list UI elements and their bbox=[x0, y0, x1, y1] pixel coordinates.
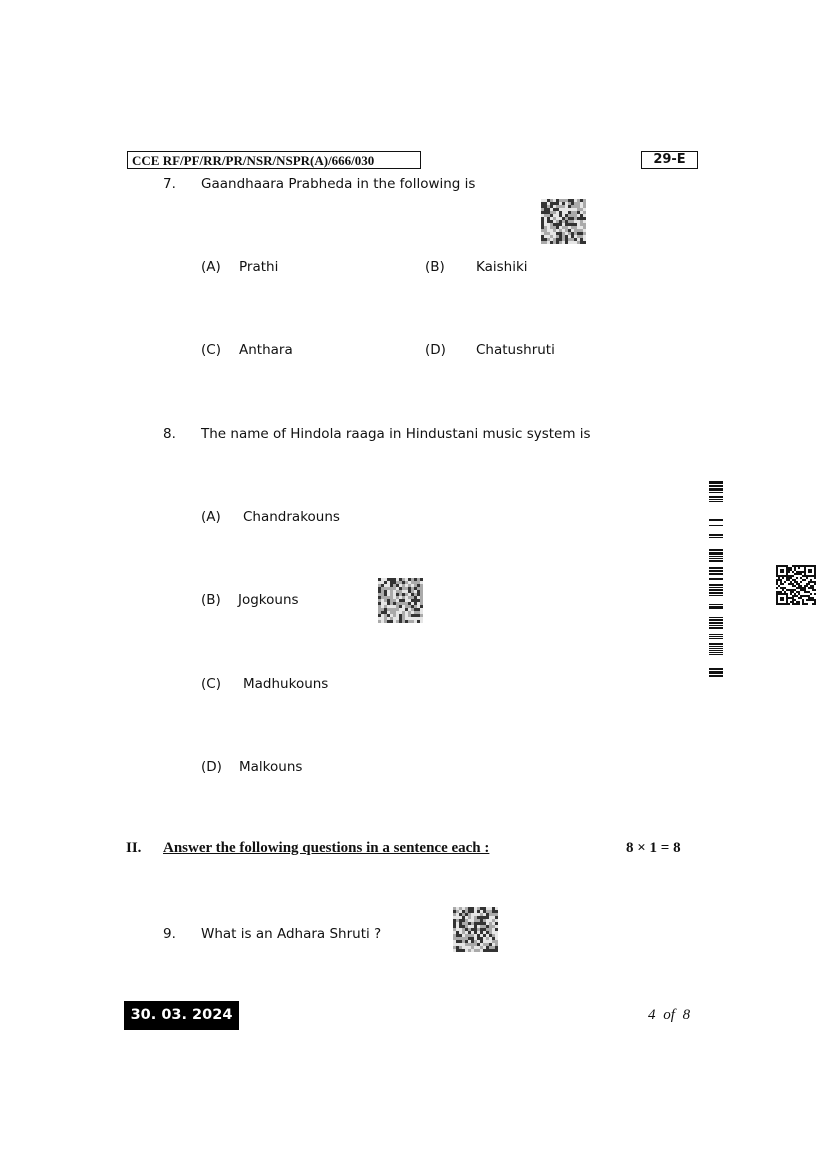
q7-option-d-text: Chatushruti bbox=[476, 342, 555, 358]
qr-code-icon bbox=[453, 907, 498, 952]
q8-option-c-text: Madhukouns bbox=[243, 676, 329, 692]
q8-option-c-letter: (C) bbox=[201, 676, 221, 692]
q8-option-d-letter: (D) bbox=[201, 759, 222, 775]
qr-code-icon bbox=[378, 578, 423, 623]
section-marks: 8 × 1 = 8 bbox=[626, 840, 681, 856]
q8-option-a-text: Chandrakouns bbox=[243, 509, 340, 525]
q8-option-a-letter: (A) bbox=[201, 509, 221, 525]
question-9-number: 9. bbox=[163, 926, 176, 942]
q7-option-d-letter: (D) bbox=[425, 342, 446, 358]
barcode-icon bbox=[709, 479, 723, 683]
section-heading: Answer the following questions in a sentence each : bbox=[163, 840, 490, 856]
q7-option-b-text: Kaishiki bbox=[476, 259, 528, 275]
question-9-text: What is an Adhara Shruti ? bbox=[201, 926, 382, 942]
question-7-number: 7. bbox=[163, 176, 176, 192]
q8-option-b-letter: (B) bbox=[201, 592, 221, 608]
exam-code: CCE RF/PF/RR/PR/NSR/NSPR(A)/666/030 bbox=[127, 151, 421, 169]
qr-code-icon bbox=[776, 565, 816, 605]
q8-option-b-text: Jogkouns bbox=[238, 592, 299, 608]
q7-option-c-letter: (C) bbox=[201, 342, 221, 358]
q8-option-d-text: Malkouns bbox=[239, 759, 303, 775]
question-8-text: The name of Hindola raaga in Hindustani music system is bbox=[201, 426, 591, 442]
question-7-text: Gaandhaara Prabheda in the following is bbox=[201, 176, 476, 192]
page-number: 4 of 8 bbox=[648, 1007, 691, 1023]
question-8-number: 8. bbox=[163, 426, 176, 442]
section-numeral: II. bbox=[126, 840, 142, 856]
q7-option-a-text: Prathi bbox=[239, 259, 279, 275]
q7-option-b-letter: (B) bbox=[425, 259, 445, 275]
exam-date: 30. 03. 2024 bbox=[124, 1001, 239, 1030]
paper-id: 29-E bbox=[641, 151, 698, 169]
qr-code-icon bbox=[541, 199, 586, 244]
q7-option-a-letter: (A) bbox=[201, 259, 221, 275]
q7-option-c-text: Anthara bbox=[239, 342, 293, 358]
